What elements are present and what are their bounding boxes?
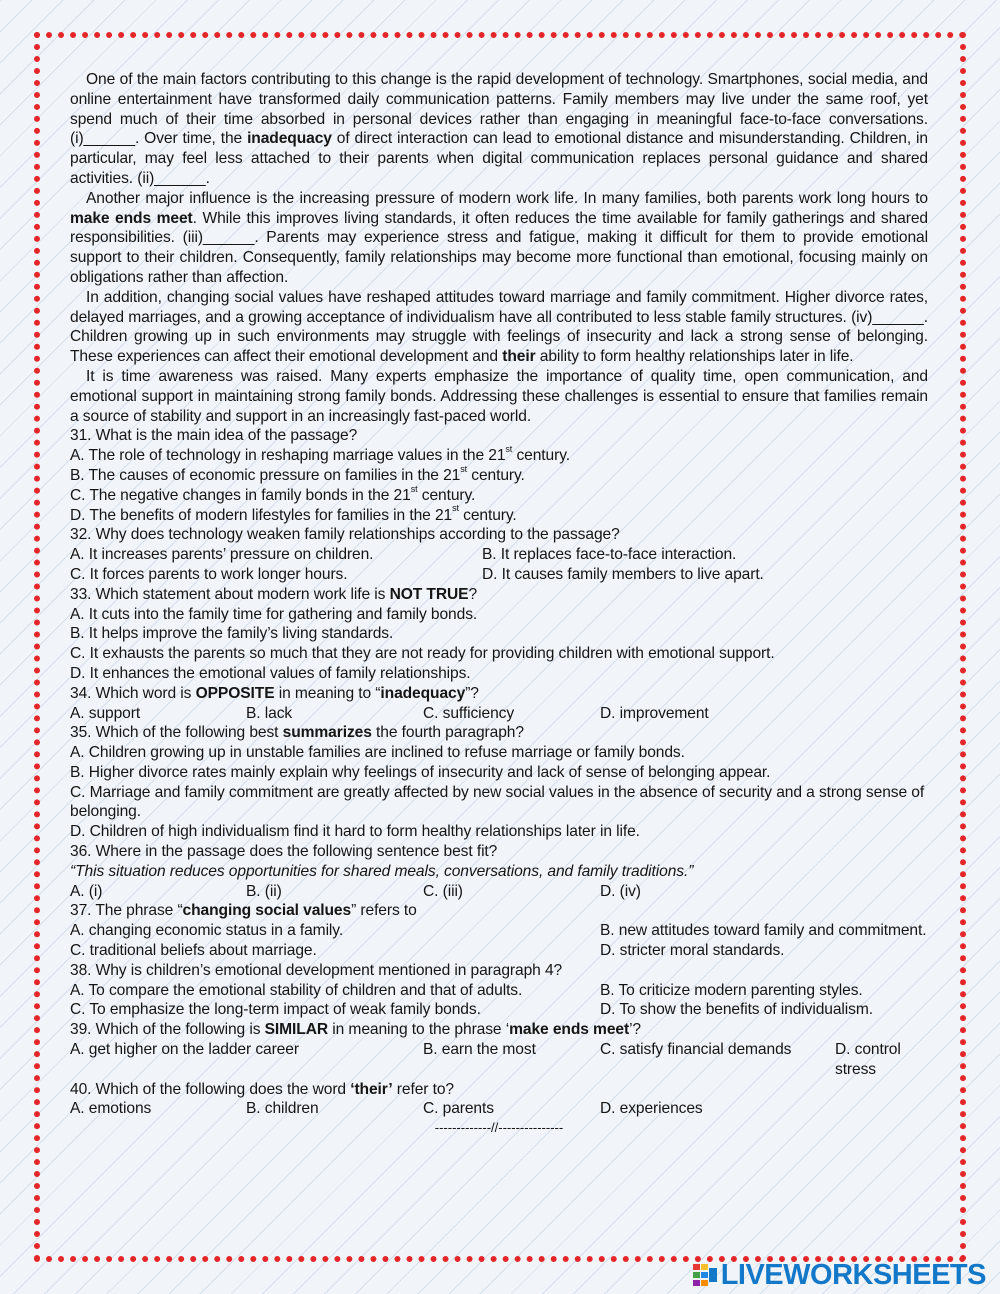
question-33-stem: 33. Which statement about modern work life is NOT TRUE? — [70, 585, 478, 603]
question-39-option-c[interactable]: C. satisfy financial demands — [600, 1041, 792, 1059]
question-31-stem: 31. What is the main idea of the passage? — [70, 427, 358, 445]
end-divider: -------------//--------------- — [434, 1120, 564, 1136]
question-38-option-d[interactable]: D. To show the benefits of individualism. — [600, 1001, 873, 1019]
question-35-option-a[interactable]: A. Children growing up in unstable families are inclined to refuse marriage or family bonds. — [70, 744, 685, 762]
question-35-option-d[interactable]: D. Children of high individualism find it hard to form healthy relationships later in life. — [70, 823, 640, 841]
worksheet-content — [70, 70, 928, 1137]
question-37-option-a[interactable]: A. changing economic status in a family. — [70, 922, 344, 940]
question-40-option-d[interactable]: D. experiences — [600, 1100, 703, 1118]
question-36-option-b[interactable]: B. (ii) — [246, 882, 282, 900]
question-39-option-d[interactable]: D. control stress — [835, 1041, 901, 1078]
question-38-options — [70, 981, 928, 1021]
question-38-option-a[interactable]: A. To compare the emotional stability of children and that of adults. — [70, 981, 523, 999]
question-32-options — [70, 545, 928, 585]
question-32-option-c[interactable]: C. It forces parents to work longer hours. — [70, 565, 348, 583]
question-36-stem: 36. Where in the passage does the following sentence best fit? — [70, 843, 498, 861]
question-34-option-d[interactable]: D. improvement — [600, 704, 709, 722]
passage-paragraph-1: One of the main factors contributing to this change is the rapid development of technology. Smartphones, social media, and online entertainment have transformed daily communication patterns. Family members may live under the same roof, yet spend much of their time absorbed in personal devices rather than engaging in meaningful face-to-face conversations. (i)______. Over time, the inadequacy of direct interaction can lead to emotional distance and misunderstanding. Children, in particular, may feel less attached to their parents when digital communication replaces personal guidance and shared activities. (ii)______. — [70, 71, 928, 187]
passage-paragraph-2: Another major influence is the increasing pressure of modern work life. In many families, both parents work long hours to make ends meet. While this improves living standards, it often reduces the time available for family gatherings and shared responsibilities. (iii)______. Parents may experience stress and fatigue, making it difficult for them to provide emotional support to their children. Consequently, family relationships may become more functional than emotional, focusing mainly on obligations rather than affection. — [70, 189, 928, 286]
question-32-option-b[interactable]: B. It replaces face-to-face interaction. — [482, 546, 737, 564]
question-38-option-b[interactable]: B. To criticize modern parenting styles. — [600, 981, 863, 999]
question-40-option-c[interactable]: C. parents — [423, 1100, 494, 1118]
question-37-option-b[interactable]: B. new attitudes toward family and commitment. — [600, 922, 927, 940]
question-36-options — [70, 882, 928, 902]
question-39-stem: 39. Which of the following is SIMILAR in meaning to the phrase ‘make ends meet’? — [70, 1021, 641, 1039]
question-32-option-d[interactable]: D. It causes family members to live apart. — [482, 565, 764, 583]
question-35-option-c[interactable]: C. Marriage and family commitment are greatly affected by new social values in the absence of security and a strong sense of belonging. — [70, 783, 925, 821]
liveworksheets-logo-text: LIVEWORKSHEETS — [720, 1259, 986, 1291]
question-35-option-b[interactable]: B. Higher divorce rates mainly explain why feelings of insecurity and lack of sense of belonging appear. — [70, 763, 771, 781]
question-34-option-b[interactable]: B. lack — [246, 704, 293, 722]
question-31-option-a[interactable]: A. The role of technology in reshaping marriage values in the 21st century. — [70, 443, 570, 465]
question-40-option-b[interactable]: B. children — [246, 1100, 319, 1118]
question-39-option-b[interactable]: B. earn the most — [423, 1041, 536, 1059]
question-36-quote: “This situation reduces opportunities for shared meals, conversations, and family traditions.” — [70, 862, 694, 880]
question-40-stem: 40. Which of the following does the word ‘their’ refer to? — [70, 1080, 454, 1098]
question-32-option-a[interactable]: A. It increases parents’ pressure on children. — [70, 546, 374, 564]
question-33-option-a[interactable]: A. It cuts into the family time for gathering and family bonds. — [70, 605, 478, 623]
question-38-stem: 38. Why is children’s emotional development mentioned in paragraph 4? — [70, 961, 563, 979]
question-39-options — [70, 1040, 928, 1080]
question-33-option-c[interactable]: C. It exhausts the parents so much that they are not ready for providing children with emotional support. — [70, 645, 775, 663]
question-37-option-c[interactable]: C. traditional beliefs about marriage. — [70, 942, 317, 960]
question-36-option-d[interactable]: D. (iv) — [600, 882, 641, 900]
question-34-options — [70, 704, 928, 724]
question-31-option-c[interactable]: C. The negative changes in family bonds in the 21st century. — [70, 483, 476, 504]
passage-paragraph-4: It is time awareness was raised. Many experts emphasize the importance of quality time, open communication, and emotional support in maintaining strong family bonds. Addressing these challenges is essential to ensure that families remain a source of stability and support in an increasingly fast-paced world. — [70, 367, 928, 425]
question-36-option-c[interactable]: C. (iii) — [423, 882, 463, 900]
liveworksheets-logo-icon — [693, 1264, 717, 1286]
question-37-options — [70, 921, 928, 961]
question-40-option-a[interactable]: A. emotions — [70, 1100, 152, 1118]
question-37-stem: 37. The phrase “changing social values” refers to — [70, 902, 417, 920]
question-32-stem: 32. Why does technology weaken family relationships according to the passage? — [70, 526, 620, 544]
question-35-stem: 35. Which of the following best summarizes the fourth paragraph? — [70, 724, 524, 742]
question-34-option-a[interactable]: A. support — [70, 704, 141, 722]
liveworksheets-logo — [693, 1260, 986, 1290]
question-40-options — [70, 1099, 928, 1119]
question-37-option-d[interactable]: D. stricter moral standards. — [600, 942, 785, 960]
question-31-option-b[interactable]: B. The causes of economic pressure on families in the 21st century. — [70, 463, 525, 484]
question-31-option-d[interactable]: D. The benefits of modern lifestyles for families in the 21st century. — [70, 503, 517, 524]
question-34-stem: 34. Which word is OPPOSITE in meaning to “inadequacy”? — [70, 684, 479, 702]
question-34-option-c[interactable]: C. sufficiency — [423, 704, 515, 722]
question-38-option-c[interactable]: C. To emphasize the long-term impact of weak family bonds. — [70, 1001, 481, 1019]
question-33-option-b[interactable]: B. It helps improve the family’s living standards. — [70, 625, 394, 643]
passage-paragraph-3: In addition, changing social values have reshaped attitudes toward marriage and family commitment. Higher divorce rates, delayed marriages, and a growing acceptance of individualism have all contributed to less stable family structures. (iv)______. Children growing up in such environments may struggle with feelings of insecurity and lack a strong sense of belonging. These experiences can affect their emotional development and their ability to form healthy relationships later in life. — [70, 288, 928, 366]
question-33-option-d[interactable]: D. It enhances the emotional values of family relationships. — [70, 664, 471, 682]
question-39-option-a[interactable]: A. get higher on the ladder career — [70, 1041, 299, 1059]
question-36-option-a[interactable]: A. (i) — [70, 882, 103, 900]
